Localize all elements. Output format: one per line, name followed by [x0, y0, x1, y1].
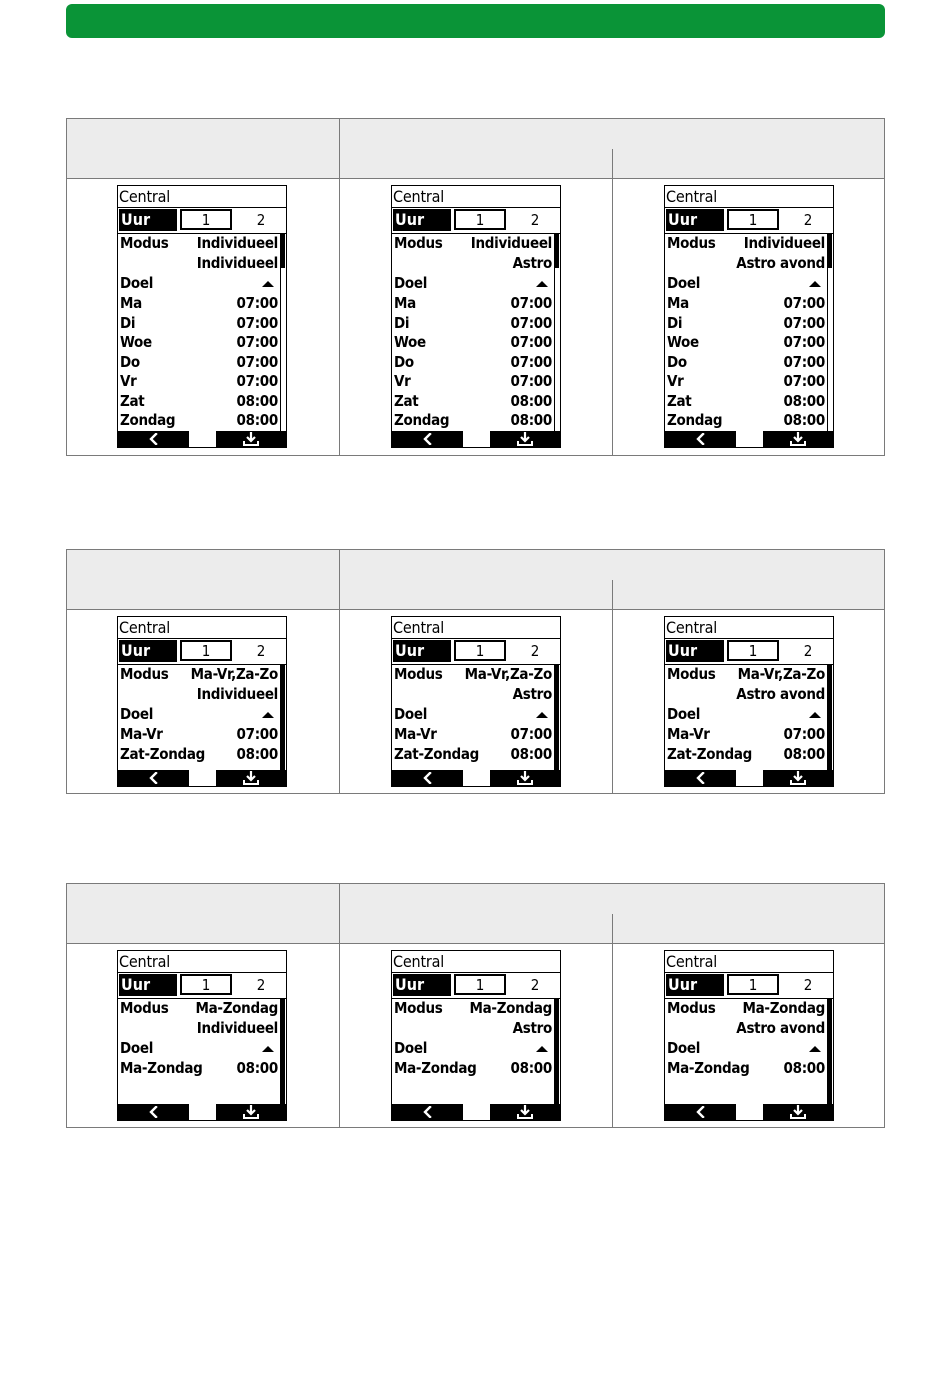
- tab-1[interactable]: 1: [180, 640, 232, 661]
- mode-row[interactable]: [667, 665, 825, 685]
- mode-label: Modus: [394, 999, 443, 1017]
- chevron-left-icon: [422, 1106, 434, 1118]
- mode-row[interactable]: [120, 234, 278, 254]
- day-label: Zat: [667, 391, 692, 410]
- download-save-icon: [516, 432, 534, 446]
- time-row[interactable]: [394, 314, 552, 334]
- time-value: 07:00: [510, 725, 552, 743]
- tab-2[interactable]: 2: [530, 976, 540, 994]
- tab-hour[interactable]: Uur: [119, 640, 177, 662]
- back-button[interactable]: [392, 1104, 463, 1120]
- save-button[interactable]: [216, 431, 286, 447]
- time-value: 07:00: [236, 352, 278, 371]
- time-value: 07:00: [783, 333, 825, 351]
- scrollbar-thumb[interactable]: [280, 999, 285, 1104]
- day-label: Ma-Zondag: [394, 1059, 477, 1077]
- mode-sub-value: Astro: [512, 1019, 552, 1037]
- time-value: 08:00: [783, 744, 825, 763]
- mode-row[interactable]: [394, 234, 552, 254]
- day-label: Di: [120, 313, 136, 332]
- time-row[interactable]: [667, 314, 825, 334]
- target-label: Doel: [120, 1039, 154, 1057]
- mode-label: Modus: [667, 999, 716, 1017]
- day-label: Ma-Vr: [667, 725, 710, 743]
- day-label: Woe: [667, 333, 699, 351]
- download-save-icon: [242, 432, 260, 446]
- up-arrow-icon: [809, 281, 821, 287]
- time-row[interactable]: [667, 333, 825, 353]
- time-row[interactable]: [120, 1059, 278, 1079]
- mode-sub-value: Astro: [512, 254, 552, 272]
- column-divider: [612, 580, 613, 793]
- mode-sub-row[interactable]: [120, 685, 278, 705]
- day-label: Zat: [120, 391, 145, 410]
- tab-1[interactable]: 1: [727, 209, 779, 230]
- day-label: Zondag: [394, 411, 450, 429]
- target-label: Doel: [667, 274, 701, 292]
- up-arrow-icon: [809, 1046, 821, 1052]
- chevron-left-icon: [422, 433, 434, 445]
- day-label: Ma-Vr: [120, 725, 163, 743]
- tab-hour[interactable]: Uur: [393, 640, 451, 662]
- chevron-left-icon: [695, 433, 707, 445]
- mode-sub-value: Astro avond: [736, 254, 825, 272]
- mode-label: Modus: [667, 665, 716, 683]
- up-arrow-icon: [262, 281, 274, 287]
- back-button[interactable]: [118, 1104, 189, 1120]
- mode-label: Modus: [120, 665, 169, 683]
- save-button[interactable]: [763, 431, 833, 447]
- mode-value: Ma-Vr,Za-Zo: [737, 665, 825, 683]
- save-button[interactable]: [490, 770, 560, 786]
- column-divider: [339, 550, 340, 793]
- tab-2[interactable]: 2: [803, 976, 813, 994]
- mode-sub-value: Astro avond: [736, 1019, 825, 1037]
- panel-header: [67, 550, 884, 610]
- mode-sub-value: Individueel: [196, 685, 278, 703]
- device-screen: [117, 950, 287, 1121]
- tab-2[interactable]: 2: [256, 976, 266, 994]
- screen-title: Central: [666, 952, 718, 971]
- download-save-icon: [789, 1105, 807, 1119]
- save-button[interactable]: [216, 1104, 286, 1120]
- schedule-panel: [66, 549, 885, 794]
- tab-2[interactable]: 2: [530, 211, 540, 229]
- time-row[interactable]: [394, 333, 552, 353]
- mode-row[interactable]: [667, 999, 825, 1019]
- scrollbar-thumb[interactable]: [554, 665, 559, 770]
- time-value: 08:00: [510, 744, 552, 763]
- time-value: 07:00: [236, 333, 278, 351]
- tab-2[interactable]: 2: [803, 211, 813, 229]
- chevron-left-icon: [148, 433, 160, 445]
- mode-value: Ma-Zondag: [742, 999, 825, 1017]
- time-row[interactable]: [394, 294, 552, 314]
- scrollbar-thumb[interactable]: [827, 665, 832, 770]
- mode-sub-row[interactable]: [667, 685, 825, 705]
- time-row[interactable]: [120, 294, 278, 314]
- time-row[interactable]: [394, 411, 552, 431]
- download-save-icon: [516, 771, 534, 785]
- target-label: Doel: [394, 1039, 428, 1057]
- tab-1[interactable]: 1: [454, 209, 506, 230]
- time-row[interactable]: [120, 353, 278, 373]
- time-row[interactable]: [120, 392, 278, 412]
- up-arrow-icon: [536, 712, 548, 718]
- tab-2[interactable]: 2: [256, 211, 266, 229]
- up-arrow-icon: [536, 1046, 548, 1052]
- download-save-icon: [789, 432, 807, 446]
- tab-bar: [665, 638, 833, 665]
- time-value: 08:00: [783, 411, 825, 429]
- time-row[interactable]: [394, 392, 552, 412]
- tab-bar: [118, 638, 286, 665]
- day-label: Zondag: [120, 411, 176, 429]
- day-label: Woe: [394, 333, 426, 351]
- mode-row[interactable]: [394, 999, 552, 1019]
- screen-title: Central: [393, 187, 445, 206]
- back-button[interactable]: [118, 431, 189, 447]
- back-button[interactable]: [665, 770, 736, 786]
- tab-1[interactable]: 1: [180, 209, 232, 230]
- device-screen: [664, 185, 834, 448]
- day-label: Ma: [667, 294, 689, 312]
- device-screen: [391, 616, 561, 787]
- time-row[interactable]: [394, 372, 552, 392]
- screen-title: Central: [119, 952, 171, 971]
- time-row[interactable]: [667, 411, 825, 431]
- back-button[interactable]: [665, 431, 736, 447]
- day-label: Di: [394, 313, 410, 332]
- tab-hour[interactable]: Uur: [393, 974, 451, 996]
- tab-bar: [392, 972, 560, 999]
- schedule-panel: [66, 118, 885, 456]
- time-value: 08:00: [783, 391, 825, 410]
- mode-value: Ma-Vr,Za-Zo: [464, 665, 552, 683]
- mode-value: Ma-Zondag: [195, 999, 278, 1017]
- back-button[interactable]: [665, 1104, 736, 1120]
- download-save-icon: [516, 1105, 534, 1119]
- time-value: 08:00: [236, 391, 278, 410]
- tab-1[interactable]: 1: [454, 974, 506, 995]
- up-arrow-icon: [262, 712, 274, 718]
- target-row[interactable]: [394, 705, 552, 725]
- mode-value: Individueel: [743, 234, 825, 252]
- tab-bar: [118, 207, 286, 234]
- time-row[interactable]: [120, 372, 278, 392]
- device-screen: [117, 185, 287, 448]
- tab-bar: [392, 207, 560, 234]
- day-label: Woe: [120, 333, 152, 351]
- mode-sub-row[interactable]: [394, 1019, 552, 1039]
- tab-hour[interactable]: Uur: [666, 209, 724, 231]
- time-value: 07:00: [510, 313, 552, 332]
- target-row[interactable]: [667, 1039, 825, 1059]
- tab-2[interactable]: 2: [256, 642, 266, 660]
- up-arrow-icon: [262, 1046, 274, 1052]
- time-value: 07:00: [510, 372, 552, 390]
- column-divider: [339, 884, 340, 1127]
- day-label: Ma: [394, 294, 416, 312]
- target-row[interactable]: [120, 1039, 278, 1059]
- mode-value: Ma-Zondag: [469, 999, 552, 1017]
- panel-header: [67, 119, 884, 179]
- scrollbar-thumb[interactable]: [280, 665, 285, 770]
- time-value: 08:00: [510, 391, 552, 410]
- tab-1[interactable]: 1: [180, 974, 232, 995]
- time-value: 07:00: [510, 352, 552, 371]
- time-value: 07:00: [236, 372, 278, 390]
- target-row[interactable]: [394, 1039, 552, 1059]
- screen-title: Central: [393, 618, 445, 637]
- time-value: 07:00: [510, 294, 552, 312]
- scrollbar-thumb[interactable]: [827, 234, 832, 268]
- save-button[interactable]: [763, 1104, 833, 1120]
- tab-bar: [665, 207, 833, 234]
- scrollbar-thumb[interactable]: [554, 234, 559, 268]
- screen-title: Central: [119, 618, 171, 637]
- target-label: Doel: [394, 274, 428, 292]
- time-row[interactable]: [667, 392, 825, 412]
- tab-1[interactable]: 1: [727, 974, 779, 995]
- time-row[interactable]: [394, 745, 552, 765]
- device-screen: [664, 950, 834, 1121]
- save-button[interactable]: [490, 431, 560, 447]
- day-label: Zat-Zondag: [667, 744, 753, 763]
- day-label: Zat: [394, 391, 419, 410]
- mode-sub-row[interactable]: [667, 1019, 825, 1039]
- mode-sub-value: Astro: [512, 685, 552, 703]
- target-row[interactable]: [120, 705, 278, 725]
- day-label: Zondag: [667, 411, 723, 429]
- time-value: 07:00: [236, 313, 278, 332]
- time-value: 08:00: [510, 1059, 552, 1077]
- mode-label: Modus: [394, 665, 443, 683]
- download-save-icon: [242, 771, 260, 785]
- mode-sub-value: Astro avond: [736, 685, 825, 703]
- day-label: Zat-Zondag: [394, 744, 480, 763]
- day-label: Ma-Vr: [394, 725, 437, 743]
- screen-title: Central: [119, 187, 171, 206]
- device-screen: [391, 950, 561, 1121]
- time-row[interactable]: [667, 294, 825, 314]
- target-row[interactable]: [667, 705, 825, 725]
- target-label: Doel: [667, 705, 701, 723]
- day-label: Ma-Zondag: [120, 1059, 203, 1077]
- time-row[interactable]: [394, 1059, 552, 1079]
- chevron-left-icon: [695, 772, 707, 784]
- time-row[interactable]: [120, 411, 278, 431]
- target-label: Doel: [667, 1039, 701, 1057]
- tab-hour[interactable]: Uur: [393, 209, 451, 231]
- mode-sub-row[interactable]: [667, 254, 825, 274]
- time-value: 07:00: [783, 372, 825, 390]
- scrollbar-thumb[interactable]: [554, 999, 559, 1104]
- back-button[interactable]: [392, 431, 463, 447]
- up-arrow-icon: [536, 281, 548, 287]
- time-row[interactable]: [394, 725, 552, 745]
- mode-sub-row[interactable]: [120, 1019, 278, 1039]
- column-divider: [612, 149, 613, 455]
- chevron-left-icon: [422, 772, 434, 784]
- time-row[interactable]: [667, 745, 825, 765]
- screen-title: Central: [666, 618, 718, 637]
- device-screen: [117, 616, 287, 787]
- chevron-left-icon: [695, 1106, 707, 1118]
- back-button[interactable]: [118, 770, 189, 786]
- schedule-panel: [66, 883, 885, 1128]
- chevron-left-icon: [148, 1106, 160, 1118]
- chevron-left-icon: [148, 772, 160, 784]
- mode-label: Modus: [667, 234, 716, 252]
- panel-header: [67, 884, 884, 944]
- save-button[interactable]: [763, 770, 833, 786]
- time-value: 08:00: [236, 411, 278, 429]
- download-save-icon: [789, 771, 807, 785]
- mode-label: Modus: [120, 999, 169, 1017]
- mode-value: Individueel: [196, 234, 278, 252]
- tab-hour[interactable]: Uur: [666, 974, 724, 996]
- time-row[interactable]: [120, 745, 278, 765]
- mode-sub-value: Individueel: [196, 1019, 278, 1037]
- time-value: 07:00: [783, 352, 825, 371]
- time-row[interactable]: [120, 314, 278, 334]
- target-label: Doel: [394, 705, 428, 723]
- target-label: Doel: [120, 274, 154, 292]
- column-divider: [339, 119, 340, 455]
- time-row[interactable]: [394, 353, 552, 373]
- tab-hour[interactable]: Uur: [119, 974, 177, 996]
- scrollbar-thumb[interactable]: [280, 234, 285, 268]
- mode-sub-row[interactable]: [120, 254, 278, 274]
- mode-row[interactable]: [394, 665, 552, 685]
- time-row[interactable]: [667, 353, 825, 373]
- time-value: 08:00: [236, 1059, 278, 1077]
- time-value: 07:00: [783, 294, 825, 312]
- mode-row[interactable]: [120, 665, 278, 685]
- mode-label: Modus: [120, 234, 169, 252]
- scrollbar-thumb[interactable]: [827, 999, 832, 1104]
- mode-row[interactable]: [667, 234, 825, 254]
- time-value: 07:00: [783, 725, 825, 743]
- time-row[interactable]: [120, 725, 278, 745]
- tab-1[interactable]: 1: [454, 640, 506, 661]
- time-row[interactable]: [667, 725, 825, 745]
- time-value: 08:00: [236, 744, 278, 763]
- tab-hour[interactable]: Uur: [666, 640, 724, 662]
- day-label: Do: [394, 352, 414, 371]
- device-screen: [391, 185, 561, 448]
- tab-1[interactable]: 1: [727, 640, 779, 661]
- mode-value: Ma-Vr,Za-Zo: [190, 665, 278, 683]
- target-row[interactable]: [120, 274, 278, 294]
- save-button[interactable]: [490, 1104, 560, 1120]
- time-value: 07:00: [510, 333, 552, 351]
- device-screen: [664, 616, 834, 787]
- target-row[interactable]: [667, 274, 825, 294]
- screen-title: Central: [393, 952, 445, 971]
- save-button[interactable]: [216, 770, 286, 786]
- tab-bar: [665, 972, 833, 999]
- tab-hour[interactable]: Uur: [119, 209, 177, 231]
- column-divider: [612, 914, 613, 1127]
- day-label: Zat-Zondag: [120, 744, 206, 763]
- day-label: Do: [667, 352, 687, 371]
- mode-sub-value: Individueel: [196, 254, 278, 272]
- mode-row[interactable]: [120, 999, 278, 1019]
- day-label: Di: [667, 313, 683, 332]
- tab-2[interactable]: 2: [530, 642, 540, 660]
- day-label: Vr: [120, 372, 137, 390]
- download-save-icon: [242, 1105, 260, 1119]
- time-row[interactable]: [667, 1059, 825, 1079]
- target-label: Doel: [120, 705, 154, 723]
- time-value: 07:00: [783, 313, 825, 332]
- time-row[interactable]: [667, 372, 825, 392]
- mode-label: Modus: [394, 234, 443, 252]
- mode-sub-row[interactable]: [394, 685, 552, 705]
- target-row[interactable]: [394, 274, 552, 294]
- time-value: 07:00: [236, 294, 278, 312]
- mode-sub-row[interactable]: [394, 254, 552, 274]
- screen-title: Central: [666, 187, 718, 206]
- day-label: Do: [120, 352, 140, 371]
- day-label: Ma: [120, 294, 142, 312]
- day-label: Vr: [667, 372, 684, 390]
- back-button[interactable]: [392, 770, 463, 786]
- tab-2[interactable]: 2: [803, 642, 813, 660]
- up-arrow-icon: [809, 712, 821, 718]
- header-accent-bar: [66, 4, 885, 38]
- mode-value: Individueel: [470, 234, 552, 252]
- tab-bar: [118, 972, 286, 999]
- day-label: Ma-Zondag: [667, 1059, 750, 1077]
- tab-bar: [392, 638, 560, 665]
- day-label: Vr: [394, 372, 411, 390]
- time-value: 07:00: [236, 725, 278, 743]
- time-value: 08:00: [510, 411, 552, 429]
- time-value: 08:00: [783, 1059, 825, 1077]
- time-row[interactable]: [120, 333, 278, 353]
